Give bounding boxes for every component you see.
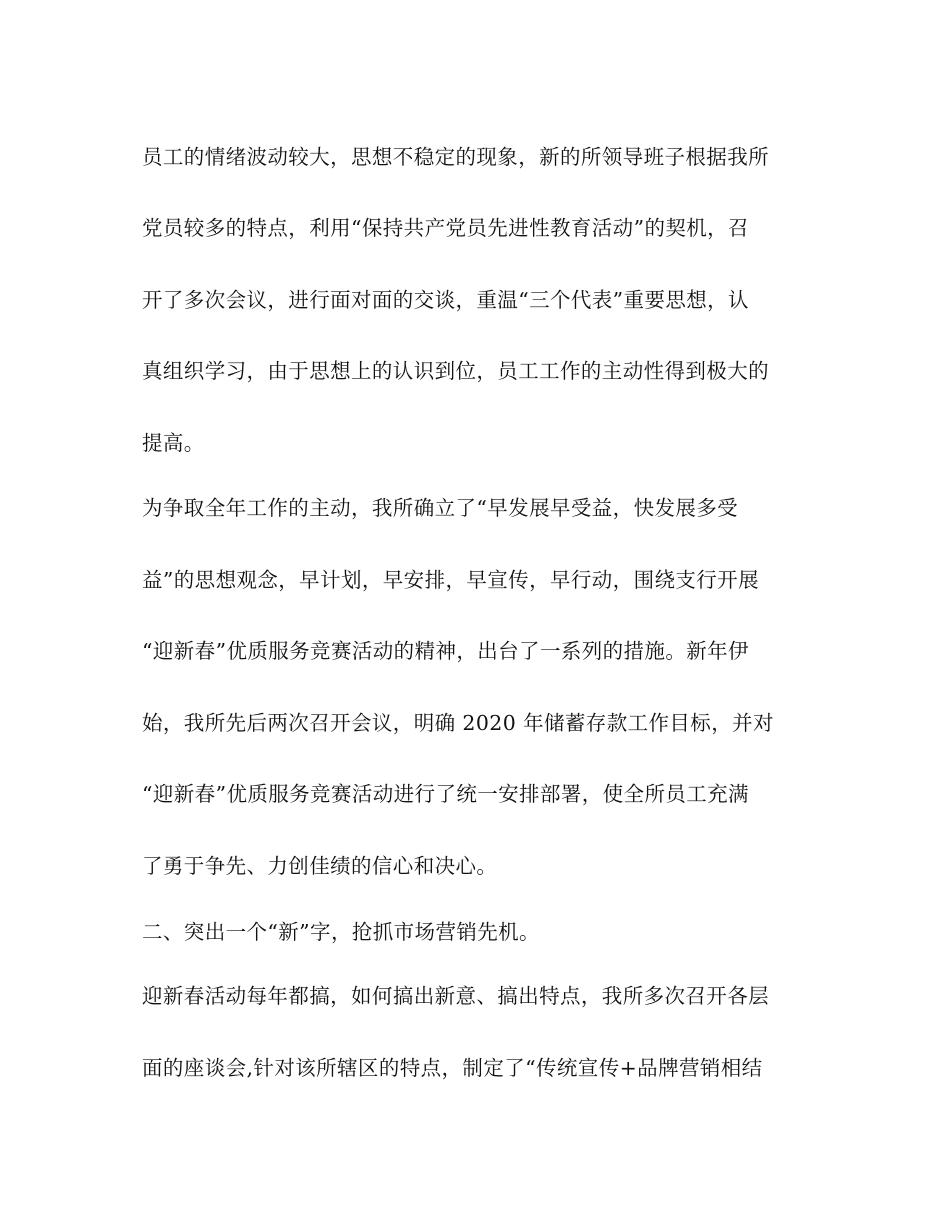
paragraph-line: 益”的思想观念，早计划，早安排，早宣传，早行动，围绕支行开展 (142, 568, 759, 592)
section-heading: 二、突出一个“新”字，抢抓市场营销先机。 (142, 920, 540, 944)
paragraph-line: 为争取全年工作的主动，我所确立了“早发展早受益，快发展多受 (142, 496, 739, 520)
paragraph-line: 提高。 (142, 431, 205, 455)
paragraph-line: 开了多次会议，进行面对面的交谈，重温“三个代表”重要思想，认 (142, 288, 749, 312)
paragraph-line: 党员较多的特点，利用“保持共产党员先进性教育活动”的契机，召 (142, 216, 749, 240)
paragraph-line: 迎新春活动每年都搞，如何搞出新意、搞出特点，我所多次召开各层 (142, 984, 769, 1008)
paragraph-line: 真组织学习，由于思想上的认识到位，员工工作的主动性得到极大的 (142, 359, 769, 383)
paragraph-line: 始，我所先后两次召开会议，明确 2020 年储蓄存款工作目标，并对 (142, 711, 774, 735)
paragraph-line: 了勇于争先、力创佳绩的信心和决心。 (142, 854, 498, 878)
paragraph-line: “迎新春”优质服务竞赛活动进行了统一安排部署，使全所员工充满 (142, 782, 749, 806)
paragraph-line: 员工的情绪波动较大，思想不稳定的现象，新的所领导班子根据我所 (142, 145, 769, 169)
paragraph-line: “迎新春”优质服务竞赛活动的精神，出台了一系列的措施。新年伊 (142, 639, 749, 663)
paragraph-line: 面的座谈会,针对该所辖区的特点，制定了“传统宣传+品牌营销相结 (142, 1056, 763, 1080)
